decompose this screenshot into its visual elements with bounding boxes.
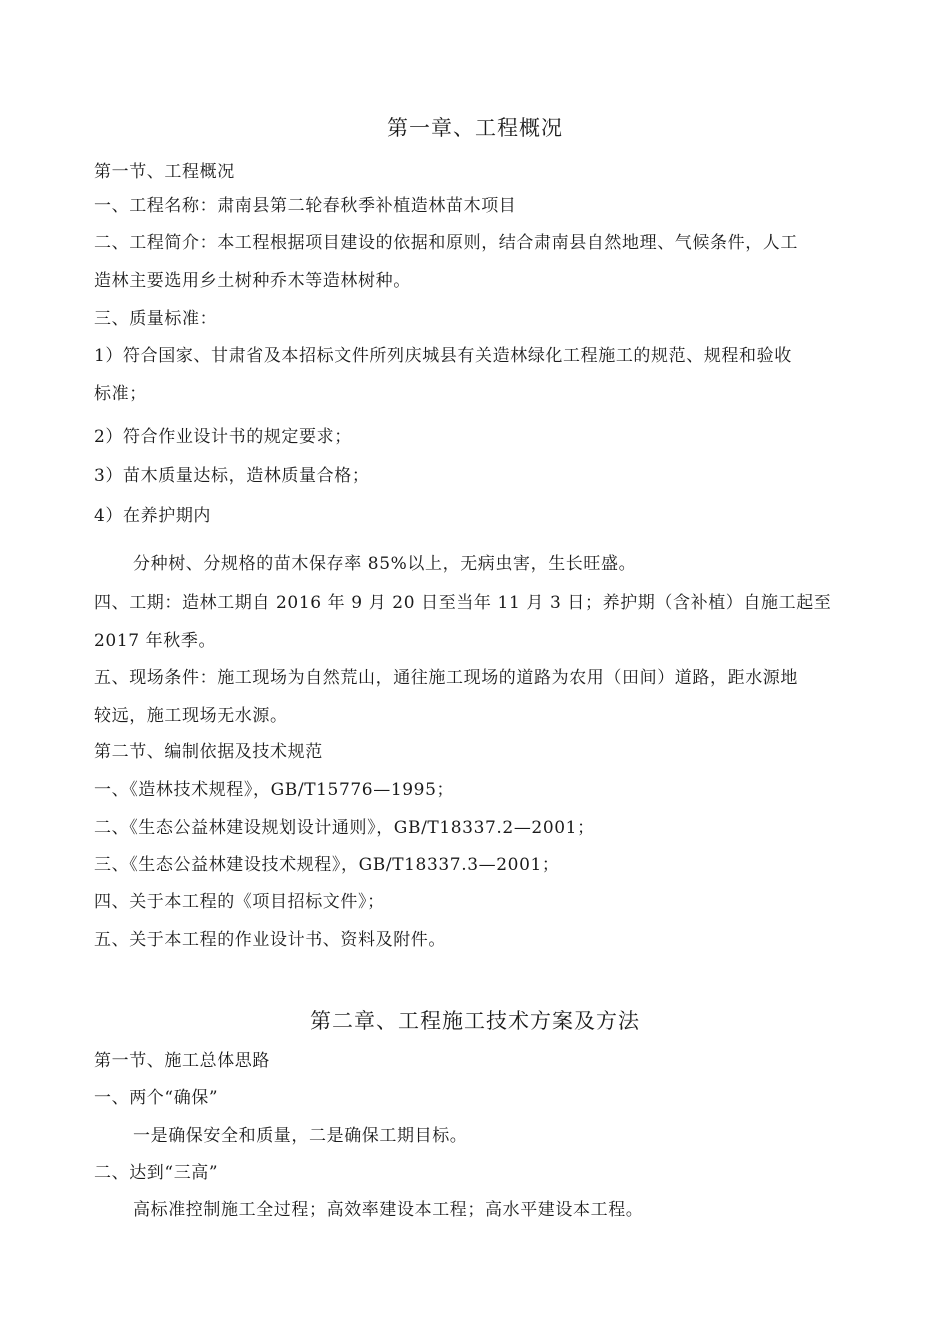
- three-highs-heading: 二、达到“三高”: [94, 1163, 219, 1183]
- standard-1-line-1: 1）符合国家、甘肃省及本招标文件所列庆城县有关造林绿化工程施工的规范、规程和验收: [94, 346, 792, 366]
- basis-2: 二、《生态公益林建设规划设计通则》，GB/T18337.2—2001；: [94, 818, 595, 838]
- basis-3: 三、《生态公益林建设技术规程》，GB/T18337.3—2001；: [94, 855, 560, 875]
- section-2-1-title: 第一节、施工总体思路: [94, 1051, 270, 1071]
- basis-1: 一、《造林技术规程》，GB/T15776—1995；: [94, 780, 455, 800]
- project-intro-line-1: 二、工程简介：本工程根据项目建设的依据和原则，结合肃南县自然地理、气候条件，人工: [94, 233, 798, 253]
- project-intro-line-2: 造林主要选用乡土树种乔木等造林树种。: [94, 271, 411, 291]
- standard-3: 3）苗木质量达标，造林质量合格；: [94, 466, 370, 486]
- two-ensures-heading: 一、两个“确保”: [94, 1088, 219, 1108]
- project-name: 一、工程名称：肃南县第二轮春秋季补植造林苗木项目: [94, 196, 517, 216]
- two-ensures-text: 一是确保安全和质量，二是确保工期目标。: [133, 1126, 468, 1146]
- basis-4: 四、关于本工程的《项目招标文件》；: [94, 892, 385, 912]
- site-conditions-line-2: 较远，施工现场无水源。: [94, 706, 288, 726]
- standard-4: 4）在养护期内: [94, 506, 212, 526]
- schedule-line-1: 四、工期：造林工期自 2016 年 9 月 20 日至当年 11 月 3 日；养护期（含补植）自施工起至: [94, 593, 832, 613]
- chapter-2-title: 第二章、工程施工技术方案及方法: [310, 1009, 640, 1033]
- survival-rate-text: 分种树、分规格的苗木保存率 85%以上，无病虫害，生长旺盛。: [133, 554, 637, 574]
- basis-5: 五、关于本工程的作业设计书、资料及附件。: [94, 930, 446, 950]
- standard-2: 2）符合作业设计书的规定要求；: [94, 427, 352, 447]
- site-conditions-line-1: 五、现场条件：施工现场为自然荒山，通往施工现场的道路为农用（田间）道路，距水源地: [94, 668, 798, 688]
- section-1-2-title: 第二节、编制依据及技术规范: [94, 742, 323, 762]
- chapter-1-title: 第一章、工程概况: [387, 116, 563, 140]
- three-highs-text: 高标准控制施工全过程；高效率建设本工程；高水平建设本工程。: [133, 1200, 644, 1220]
- standard-1-line-2: 标准；: [94, 384, 147, 404]
- quality-standard-heading: 三、质量标准：: [94, 309, 218, 329]
- section-1-1-title: 第一节、工程概况: [94, 162, 235, 182]
- schedule-line-2: 2017 年秋季。: [94, 631, 217, 651]
